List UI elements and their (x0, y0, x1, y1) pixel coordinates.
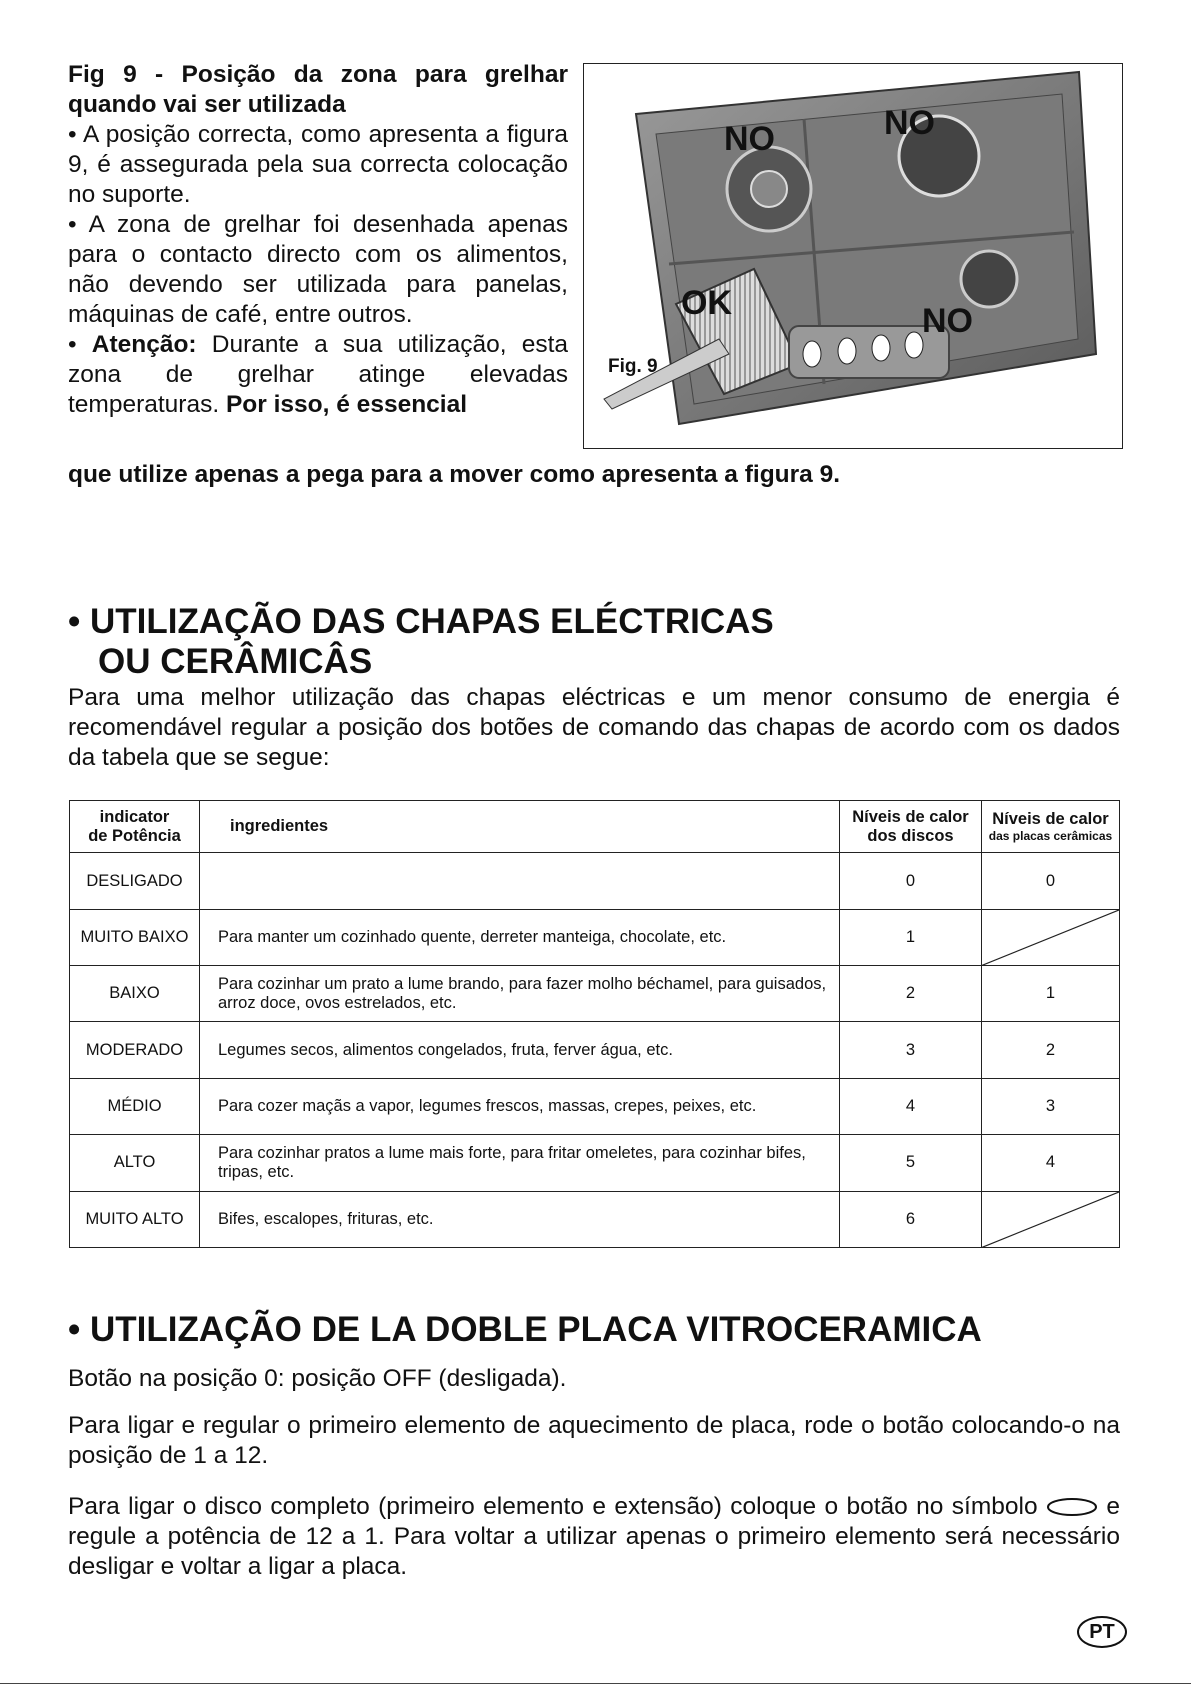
header-ceramic-levels-line-1: Níveis de calor (992, 810, 1109, 829)
intro-continuation: que utilize apenas a pega para a mover como apresenta a figura 9. (68, 461, 841, 488)
header-ingredients: ingredientes (200, 801, 840, 853)
intro-text (68, 60, 568, 420)
row-level: MODERADO (70, 1022, 200, 1078)
header-power-indicator-line-2: de Potência (88, 826, 181, 845)
row-description: Para cozer maçãs a vapor, legumes frescos, massas, crepes, peixes, etc. (200, 1078, 840, 1134)
header-disc-levels-line-1: Níveis de calor (852, 807, 969, 826)
row-disc-level: 0 (840, 853, 982, 909)
row-description (200, 853, 840, 909)
row-description: Para manter um cozinhado quente, derreter manteiga, chocolate, etc. (200, 909, 840, 965)
table-header-row (70, 801, 1120, 853)
attention-bold: Por isso, é essencial (225, 391, 468, 418)
row-disc-level: 4 (840, 1078, 982, 1134)
header-ceramic-levels (982, 801, 1120, 853)
bullet-marker: • (68, 331, 92, 358)
section-2-paragraph-2: Para ligar e regular o primeiro elemento de aquecimento de placa, rode o botão colocando-o na posição de 1 a 12. (68, 1412, 1120, 1469)
oval-symbol-icon (1046, 1497, 1098, 1517)
power-levels-table (69, 800, 1120, 1248)
hob-illustration (584, 64, 1122, 448)
row-description: Para cozinhar um prato a lume brando, para fazer molho béchamel, para guisados, arroz doce, ovos estrelados, etc. (200, 966, 840, 1022)
mark-ok: OK (681, 284, 732, 322)
row-level: MUITO BAIXO (70, 909, 200, 965)
mark-no-1: NO (724, 120, 775, 158)
paragraph-3-part-a: Para ligar o disco completo (primeiro elemento e extensão) coloque o botão no símbolo (68, 1493, 1038, 1520)
intro-bullet-1: • A posição correcta, como apresenta a figura 9, é assegurada pela sua correcta colocação no suporte. (68, 121, 568, 208)
mark-no-3: NO (922, 302, 973, 340)
row-level: BAIXO (70, 966, 200, 1022)
section-2-paragraph-3 (68, 1492, 1120, 1582)
diagonal-slash (982, 910, 1119, 965)
section-2-title: • UTILIZAÇÃO DE LA DOBLE PLACA VITROCERAMICA (68, 1310, 982, 1349)
language-badge: PT (1077, 1616, 1127, 1648)
header-disc-levels (840, 801, 982, 853)
table-row (70, 853, 1120, 909)
row-level: DESLIGADO (70, 853, 200, 909)
header-disc-levels-line-2: dos discos (867, 826, 954, 845)
intro-bullet-2: • A zona de grelhar foi desenhada apenas para o contacto directo com os alimentos, não devendo ser utilizada para panelas, máquinas de café, entre outros. (68, 211, 568, 328)
intro-bullet-3 (68, 330, 568, 420)
section-1-title-line-2: OU CERÂMICÂS (98, 642, 373, 681)
header-ceramic-levels-line-2: das placas cerâmicas (988, 829, 1113, 844)
table-row (70, 1135, 1120, 1191)
fig-caption-title: Fig 9 - Posição da zona para grelhar quando vai ser utilizada (68, 61, 568, 118)
bottom-rule (0, 1683, 1191, 1684)
figure-label: Fig. 9 (608, 356, 658, 377)
figure-9-hob-image (583, 63, 1123, 449)
row-level: ALTO (70, 1135, 200, 1191)
row-ceramic-not-applicable (982, 909, 1120, 965)
row-disc-level: 3 (840, 1022, 982, 1078)
row-ceramic-not-applicable (982, 1191, 1120, 1247)
table-row (70, 1078, 1120, 1134)
header-power-indicator (70, 801, 200, 853)
row-ceramic-level: 1 (982, 966, 1120, 1022)
row-disc-level: 1 (840, 909, 982, 965)
mark-no-2: NO (884, 104, 935, 142)
header-power-indicator-line-1: indicator (99, 807, 170, 826)
row-ceramic-level: 2 (982, 1022, 1120, 1078)
table-row (70, 966, 1120, 1022)
row-level: MÉDIO (70, 1078, 200, 1134)
row-description: Legumes secos, alimentos congelados, fruta, ferver água, etc. (200, 1022, 840, 1078)
row-ceramic-level: 0 (982, 853, 1120, 909)
row-disc-level: 5 (840, 1135, 982, 1191)
row-ceramic-level: 4 (982, 1135, 1120, 1191)
section-1-title-line-1: • UTILIZAÇÃO DAS CHAPAS ELÉCTRICAS (68, 602, 774, 641)
row-disc-level: 6 (840, 1191, 982, 1247)
table-row (70, 1191, 1120, 1247)
row-description: Bifes, escalopes, frituras, etc. (200, 1191, 840, 1247)
table-row (70, 1022, 1120, 1078)
section-2-paragraph-1: Botão na posição 0: posição OFF (desligada). (68, 1365, 567, 1392)
row-ceramic-level: 3 (982, 1078, 1120, 1134)
diagonal-slash (982, 1192, 1119, 1247)
section-1-title (68, 602, 774, 682)
row-disc-level: 2 (840, 966, 982, 1022)
paragraph-3-part-b: e regule a potência de 12 a 1. Para voltar a utilizar apenas o primeiro elemento será necessário desligar e voltar a ligar a placa. (68, 1493, 1120, 1580)
section-1-paragraph: Para uma melhor utilização das chapas eléctricas e um menor consumo de energia é recomendável regular a posição dos botões de comando das chapas de acordo com os dados da tabela que se segue: (68, 684, 1120, 771)
attention-label: Atenção: (91, 331, 197, 358)
table-row (70, 909, 1120, 965)
row-description: Para cozinhar pratos a lume mais forte, para fritar omeletes, para cozinhar bifes, tripas, etc. (200, 1135, 840, 1191)
attention-text: Durante a sua utilização, esta zona de grelhar atinge elevadas temperaturas. (68, 331, 569, 418)
row-level: MUITO ALTO (70, 1191, 200, 1247)
